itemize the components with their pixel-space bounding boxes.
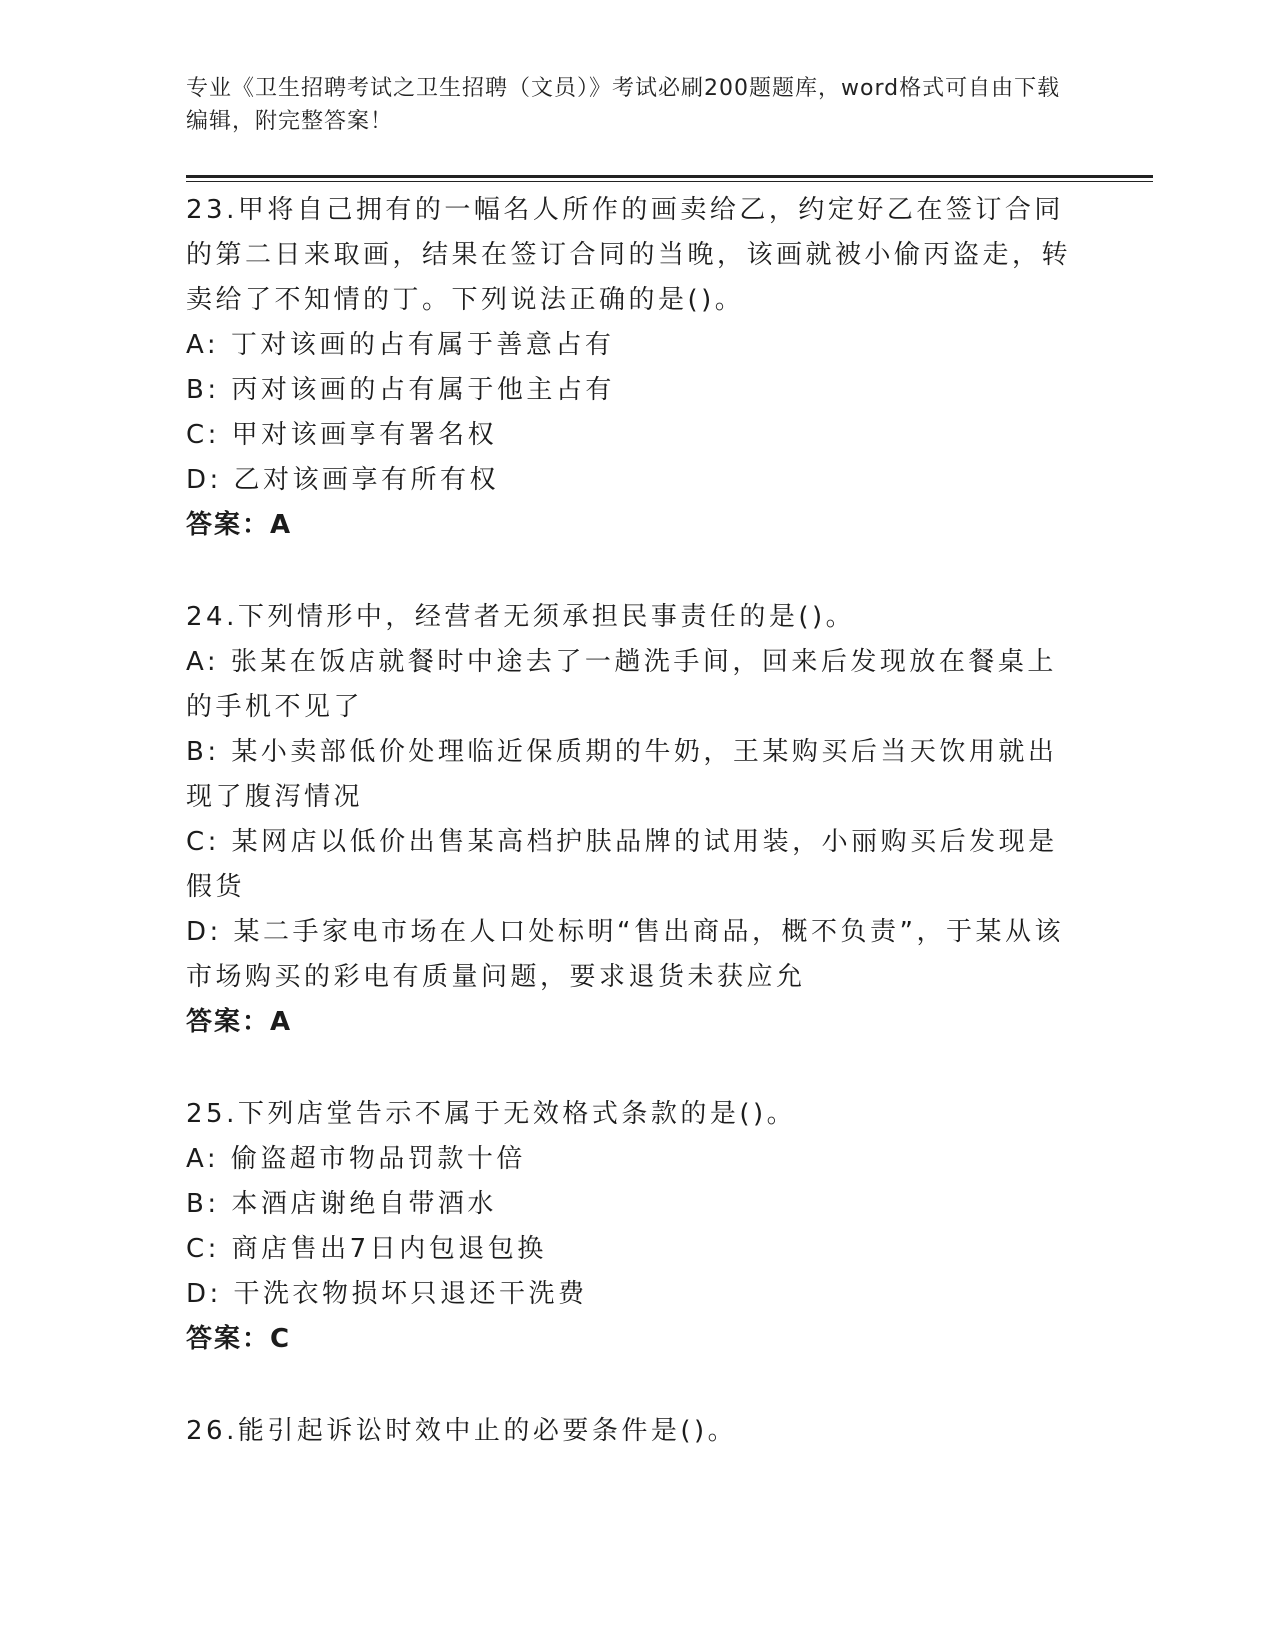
option-d: D: 乙对该画享有所有权 xyxy=(186,465,500,495)
option-a: A: 偷盗超市物品罚款十倍 xyxy=(186,1144,526,1174)
option-a: A: 丁对该画的占有属于善意占有 xyxy=(186,330,615,360)
option-b: B: 丙对该画的占有属于他主占有 xyxy=(186,375,615,405)
question-23 xyxy=(186,188,1076,548)
option-c: C: 某网店以低价出售某高档护肤品牌的试用装，小丽购买后发现是假货 xyxy=(186,827,1058,902)
document-header: 专业《卫生招聘考试之卫生招聘（文员）》考试必刷200题题库，word格式可自由下载编辑，附完整答案！ xyxy=(186,76,1061,134)
question-list xyxy=(186,188,1076,1454)
answer-text: 答案：A xyxy=(186,1007,293,1037)
header-divider-thin xyxy=(186,181,1153,182)
question-stem: 25.下列店堂告示不属于无效格式条款的是()。 xyxy=(186,1099,797,1129)
option-c: C: 甲对该画享有署名权 xyxy=(186,420,498,450)
question-25 xyxy=(186,1092,1076,1362)
question-24 xyxy=(186,595,1076,1045)
question-stem: 23.甲将自己拥有的一幅名人所作的画卖给乙，约定好乙在签订合同的第二日来取画，结果在签订合同的当晚，该画就被小偷丙盗走，转卖给了不知情的丁。下列说法正确的是()。 xyxy=(186,195,1072,315)
option-c: C: 商店售出7日内包退包换 xyxy=(186,1234,547,1264)
option-d: D: 某二手家电市场在人口处标明“售出商品，概不负责”，于某从该市场购买的彩电有质量问题，要求退货未获应允 xyxy=(186,917,1064,992)
question-stem: 24.下列情形中，经营者无须承担民事责任的是()。 xyxy=(186,602,856,632)
question-stem: 26.能引起诉讼时效中止的必要条件是()。 xyxy=(186,1416,738,1446)
question-26 xyxy=(186,1409,1076,1454)
answer-text: 答案：C xyxy=(186,1324,292,1354)
option-d: D: 干洗衣物损坏只退还干洗费 xyxy=(186,1279,588,1309)
option-a: A: 张某在饭店就餐时中途去了一趟洗手间，回来后发现放在餐桌上的手机不见了 xyxy=(186,647,1057,722)
option-b: B: 本酒店谢绝自带酒水 xyxy=(186,1189,497,1219)
answer-text: 答案：A xyxy=(186,510,293,540)
option-b: B: 某小卖部低价处理临近保质期的牛奶，王某购买后当天饮用就出现了腹泻情况 xyxy=(186,737,1058,812)
header-divider-thick xyxy=(186,175,1153,178)
